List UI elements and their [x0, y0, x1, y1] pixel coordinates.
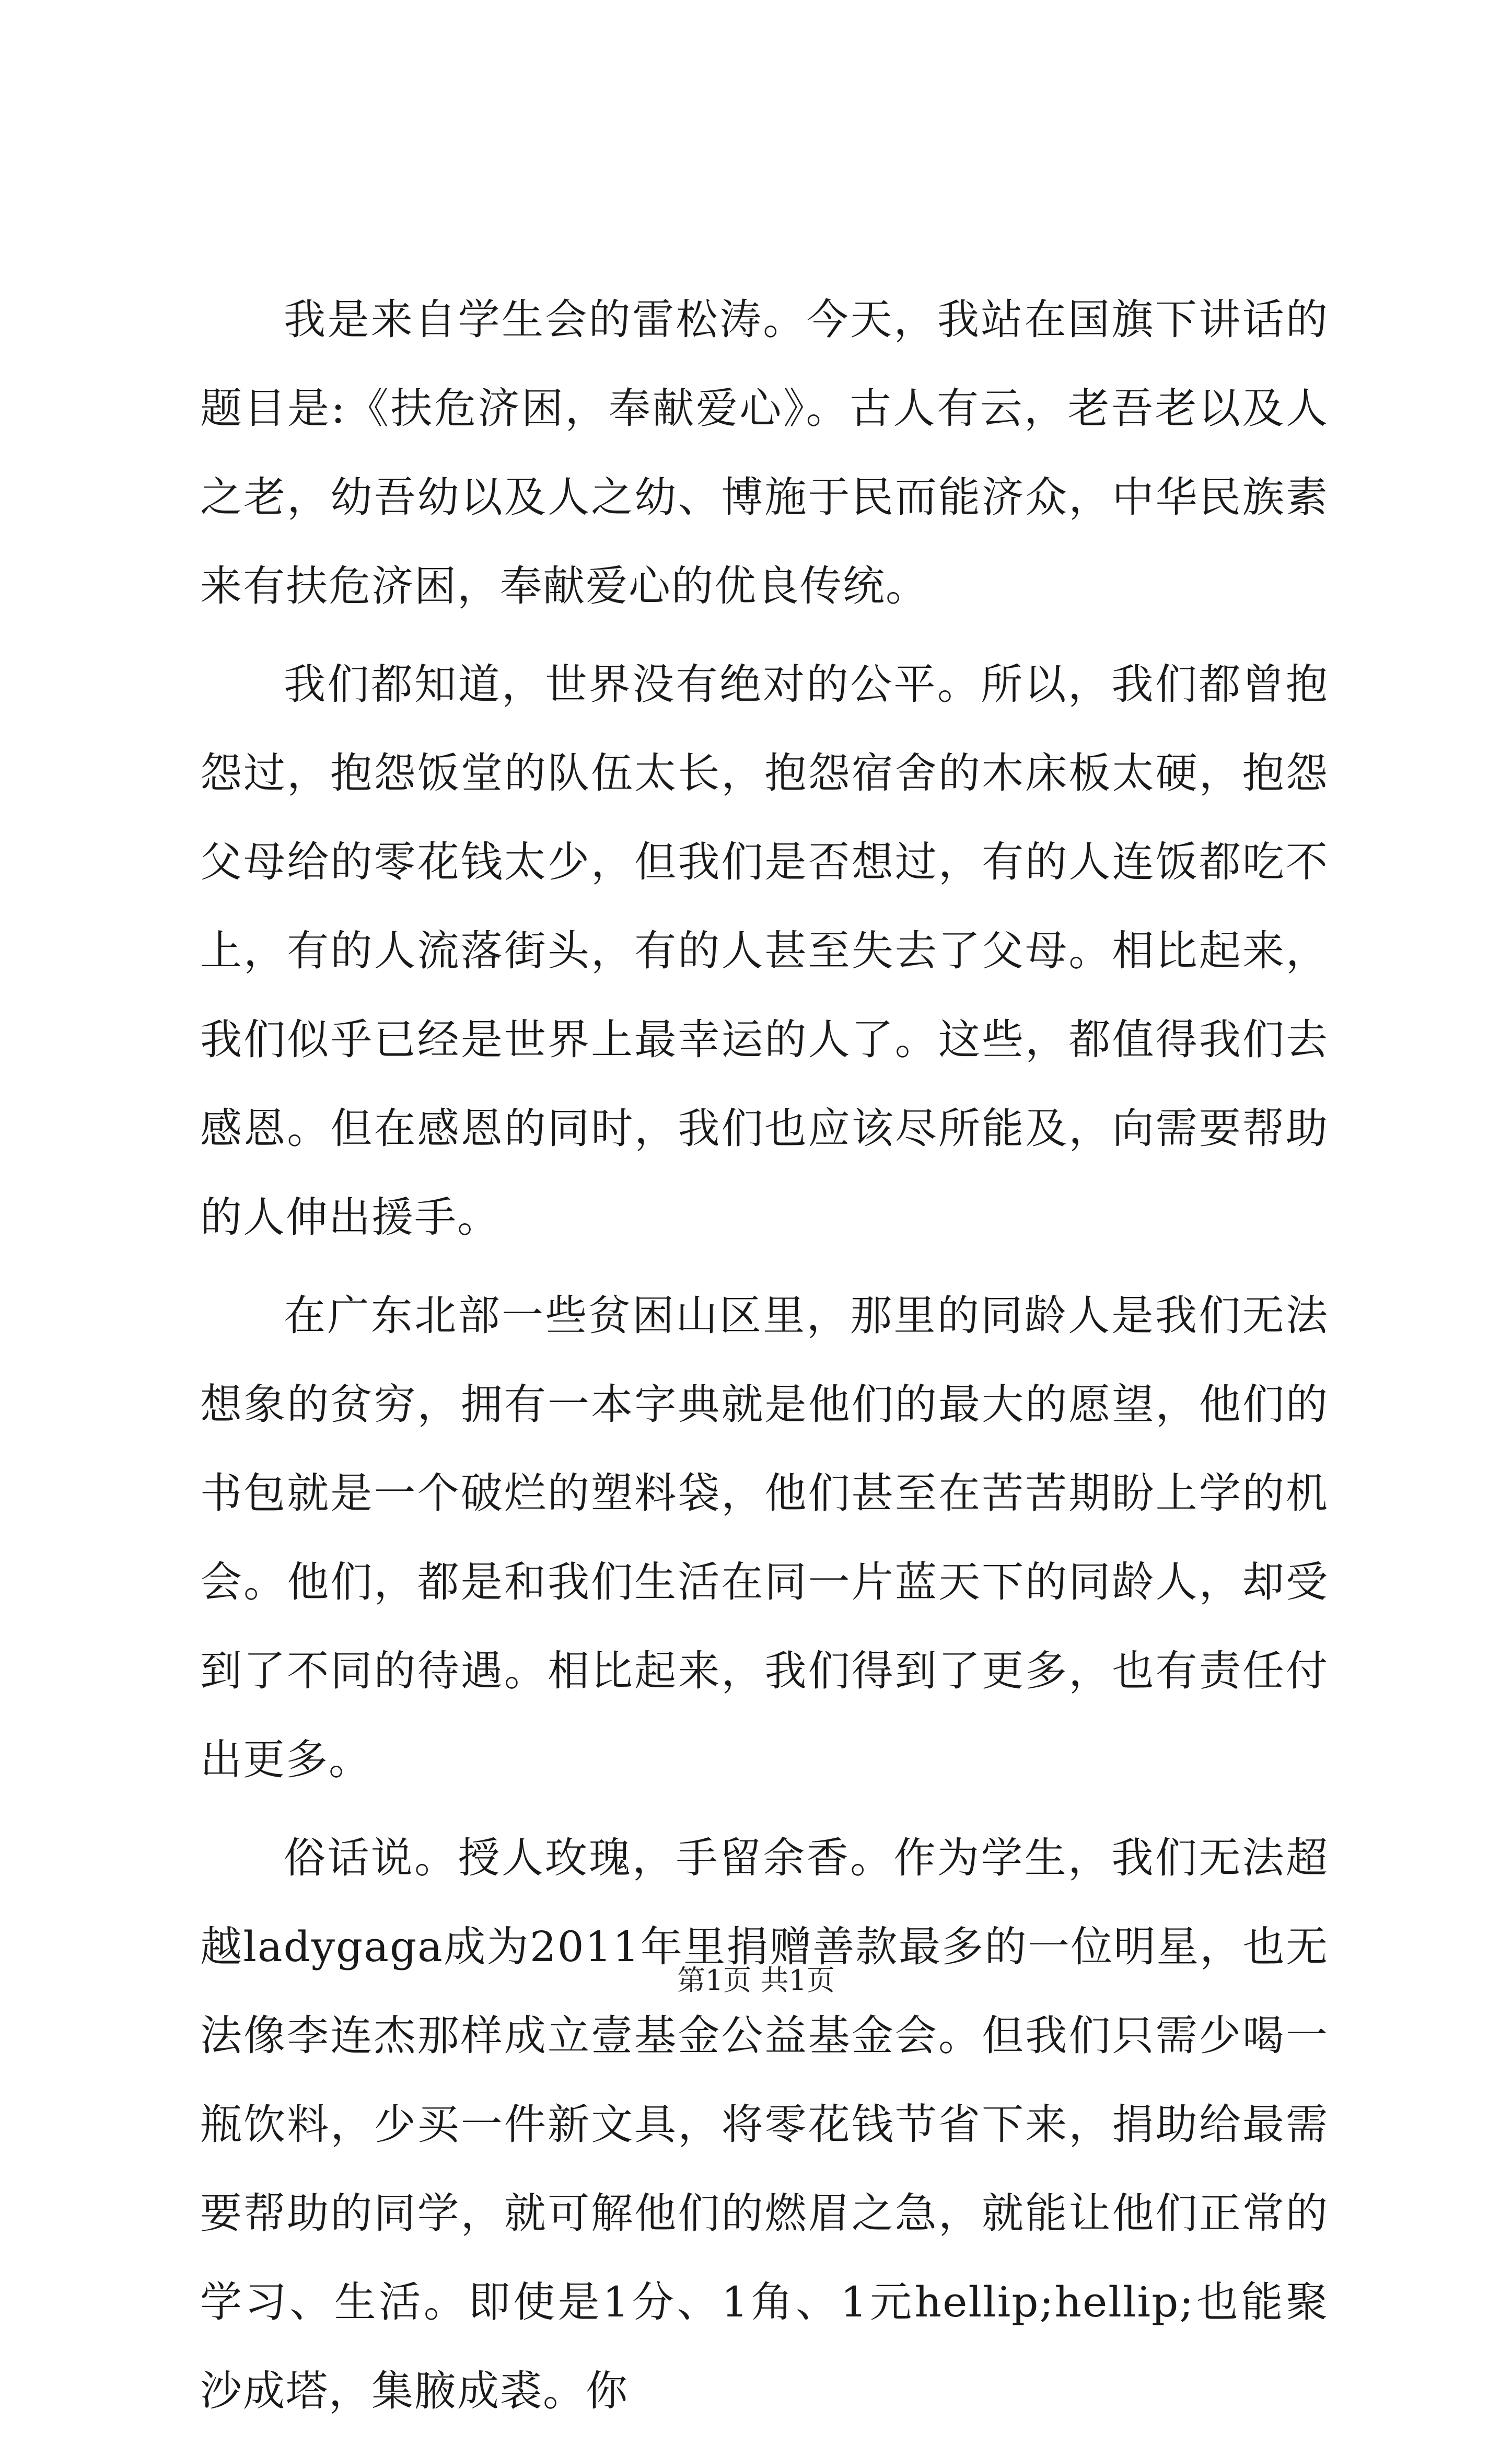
paragraph-4: 俗话说。授人玫瑰，手留余香。作为学生，我们无法超越ladygaga成为2011年里捐赠善款最多的一位明星，也无法像李连杰那样成立壹基金公益基金会。但我们只需少喝一瓶饮料，少买一件新文具，将零花钱节省下来，捐助给最需要帮助的同学，就可解他们的燃眉之急，就能让他们正常的学习、生活。即使是1分、1角、1元hellip;hellip;也能聚沙成塔，集腋成裘。你 — [200, 1834, 1329, 2415]
paragraph-1: 我是来自学生会的雷松涛。今天，我站在国旗下讲话的题目是:《扶危济困，奉献爱心》。古人有云，老吾老以及人之老，幼吾幼以及人之幼、博施于民而能济众，中华民族素来有扶危济困，奉献爱心的优良传统。 — [200, 295, 1329, 610]
page-number-footer: 第1页 共1页 — [677, 1964, 835, 1997]
paragraph-2: 我们都知道，世界没有绝对的公平。所以，我们都曾抱怨过，抱怨饭堂的队伍太长，抱怨宿舍的木床板太硬，抱怨父母给的零花钱太少，但我们是否想过，有的人连饭都吃不上，有的人流落街头，有的人甚至失去了父母。相比起来，我们似乎已经是世界上最幸运的人了。这些，都值得我们去感恩。但在感恩的同时，我们也应该尽所能及，向需要帮助的人伸出援手。 — [200, 660, 1329, 1242]
document-body — [200, 275, 1329, 2445]
paragraph-3: 在广东北部一些贫困山区里，那里的同龄人是我们无法想象的贫穷，拥有一本字典就是他们的最大的愿望，他们的书包就是一个破烂的塑料袋，他们甚至在苦苦期盼上学的机会。他们，都是和我们生活在同一片蓝天下的同龄人，却受到了不同的待遇。相比起来，我们得到了更多，也有责任付出更多。 — [200, 1291, 1329, 1784]
